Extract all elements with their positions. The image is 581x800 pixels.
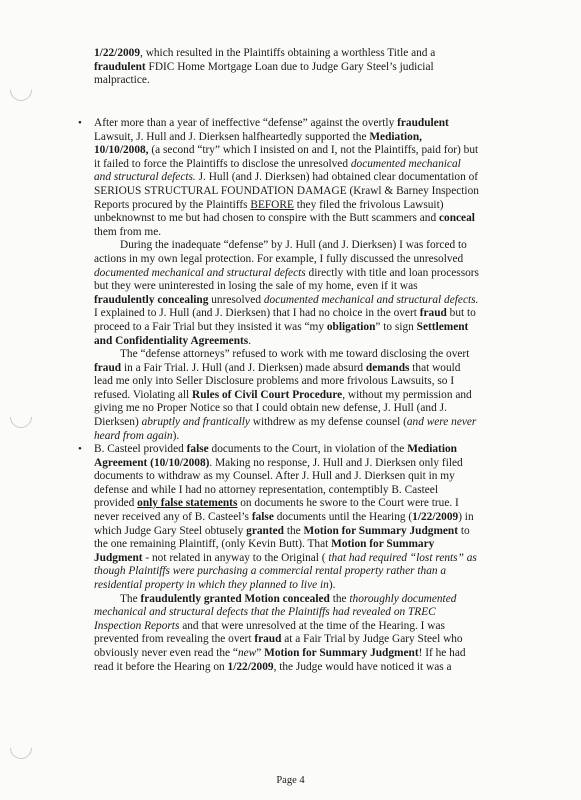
bullet-1-paragraph-1: After more than a year of ineffective “defense” against the overtly fraudulent Lawsuit, J. Hull and J. Dierksen halfheartedly supported the Mediation, 10/10/2008, (a second “try” which I insisted on and I, not the Plaintiffs, paid for) but it failed to force the Plaintiffs to disclose the unresolved documented mechanical and structural defects. J. Hull (and J. Dierksen) had obtained clear documentation of SERIOUS STRUCTURAL FOUNDATION DAMAGE (Krawl & Barney Inspection Reports procured by the Plaintiffs BEFORE they filed the frivolous Lawsuit) unbeknownst to me but had chosen to conspire with the Butt scammers and conceal them from me. [94, 117, 479, 238]
binder-hole-bottom [5, 732, 36, 763]
bullet-1-paragraph-3: The “defense attorneys” refused to work with me toward disclosing the overt fraud in a Fair Trial. J. Hull (and J. Dierksen) made absurd demands that would lead me only into Seller Disclosure problems and more frivolous Lawsuits, so I refused. Violating all Rules of Civil Court Procedure, without my permission and giving me no Proper Notice so that I could obtain new defense, J. Hull (and J. Dierksen) abruptly and frantically withdrew as my defense counsel (and were never heard from again). [94, 348, 477, 442]
bullet-marker-2: • [78, 443, 82, 455]
bullet-1-section [94, 117, 479, 443]
page-number: Page 4 [276, 775, 305, 786]
bullet-2-paragraph-1: B. Casteel provided false documents to the Court, in violation of the Mediation Agreement (10/10/2008). Making no response, J. Hull and J. Dierksen only filed documents to withdraw as my Counsel. After J. Hull and J. Dierksen quit in my defense and while I had no attorney representation, contemptibly B. Casteel provided only false statements on documents he swore to the Court were true. I never received any of B. Casteel’s false documents until the Hearing (1/22/2009) in which Judge Gary Steel obtusely granted the Motion for Summary Judgment to the one remaining Plaintiff, (only Kevin Butt). That Motion for Summary Judgment - not related in anyway to the Original ( that had required “lost rents” as though Plaintiffs were purchasing a commercial rental property rather than a residential property in which they planned to live in). [94, 443, 477, 591]
bullet-marker-1: • [78, 117, 82, 129]
bullet-2-paragraph-2: The fraudulently granted Motion concealed the thoroughly documented mechanical and structural defects that the Plaintiffs had revealed on TREC Inspection Reports and that were unresolved at the time of the Hearing. I was prevented from revealing the overt fraud at a Fair Trial by Judge Gary Steel who obviously never even read the “new” Motion for Summary Judgment! If he had read it before the Hearing on 1/22/2009, the Judge would have noticed it was a [94, 592, 466, 673]
intro-paragraph: 1/22/2009, which resulted in the Plaintiffs obtaining a worthless Title and a fraudulent FDIC Home Mortgage Loan due to Judge Gary Steel’s judicial malpractice. [94, 47, 436, 87]
binder-hole-top [5, 74, 36, 105]
bullet-2-section [94, 443, 479, 674]
bullet-1-paragraph-2: During the inadequate “defense” by J. Hull (and J. Dierksen) I was forced to actions in my own legal protection. For example, I fully discussed the unresolved documented mechanical and structural defects directly with title and loan processors but they were uninterested in losing the sale of my home, even if it was fraudulently concealing unresolved documented mechanical and structural defects. I explained to J. Hull (and J. Dierksen) that I had no choice in the overt fraud but to proceed to a Fair Trial but they insisted it was “my obligation” to sign Settlement and Confidentiality Agreements. [94, 239, 479, 347]
binder-hole-middle [5, 401, 36, 432]
